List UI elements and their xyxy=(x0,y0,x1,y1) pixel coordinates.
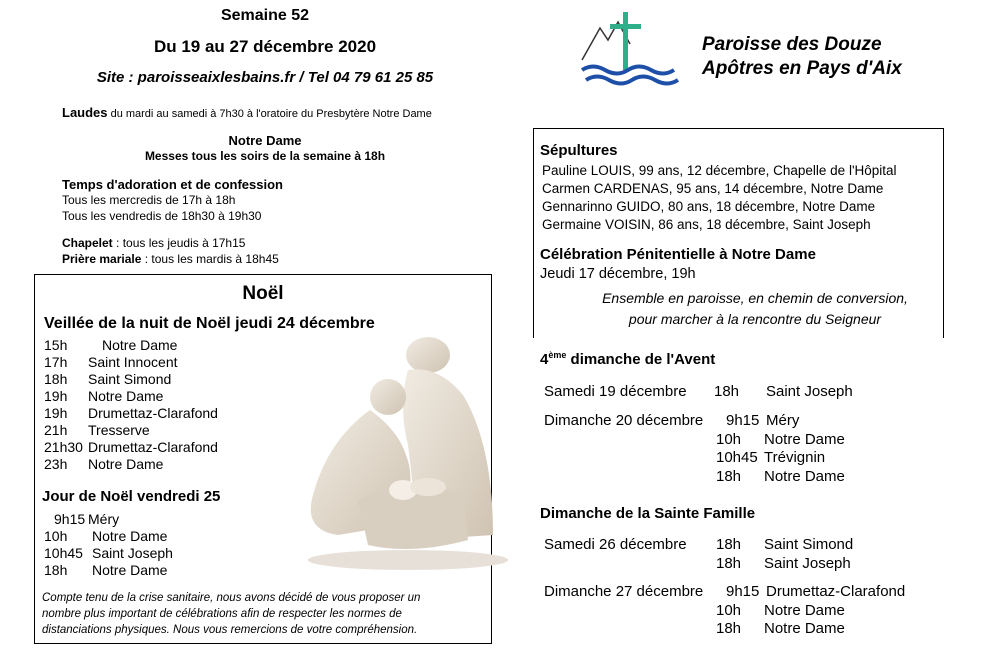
sf-dimanche-day: Dimanche 27 décembre xyxy=(544,583,704,600)
mass-time: 10h xyxy=(716,601,742,619)
schedule-row xyxy=(716,412,845,431)
schedule-row xyxy=(44,545,173,562)
mass-time: 18h xyxy=(716,620,742,637)
laudes-text: du mardi au samedi à 7h30 à l'oratoire du Presbytère Notre Dame xyxy=(107,108,432,120)
mass-time: 23h xyxy=(44,456,68,472)
note-line: Compte tenu de la crise sanitaire, nous avons décidé de vous proposer un xyxy=(42,592,421,604)
mass-time: 10h45 xyxy=(44,545,83,561)
parish-name-line2: Apôtres en Pays d'Aix xyxy=(702,58,902,79)
mass-place: Saint Joseph xyxy=(92,545,173,561)
schedule-row xyxy=(44,371,218,388)
avent-num: 4 xyxy=(540,351,549,368)
schedule-row xyxy=(44,562,173,579)
schedule-row xyxy=(44,511,173,528)
day-label: Samedi 19 décembre xyxy=(544,383,687,400)
sf-samedi-schedule xyxy=(716,536,853,573)
mass-place: Notre Dame xyxy=(92,562,168,578)
mass-time: 18h xyxy=(716,467,742,485)
penitentielle-title: Célébration Pénitentielle à Notre Dame xyxy=(540,246,816,263)
priere-info xyxy=(62,252,279,266)
cross-icon xyxy=(623,12,628,70)
chapelet-label: Chapelet xyxy=(62,236,113,250)
mass-place: Notre Dame xyxy=(764,430,845,448)
week-title: Semaine 52 xyxy=(220,7,310,24)
sepultures-list xyxy=(542,162,897,234)
schedule-row xyxy=(716,583,905,602)
schedule-row xyxy=(716,620,905,639)
mass-time: 18h xyxy=(716,554,742,572)
mass-place: Méry xyxy=(88,511,120,527)
sf-samedi-day: Samedi 26 décembre xyxy=(544,536,687,553)
mass-time: 18h xyxy=(716,536,742,553)
note-line: nombre plus important de célébrations afin de respecter les normes de xyxy=(42,608,402,620)
avent-dimanche-day: Dimanche 20 décembre xyxy=(544,412,704,429)
mass-place: Tresserve xyxy=(88,422,150,438)
mass-time: 21h xyxy=(44,422,68,438)
schedule-row xyxy=(44,388,218,405)
mass-place: Méry xyxy=(766,412,800,429)
schedule-row xyxy=(44,405,218,422)
mass-time: 21h30 xyxy=(44,439,83,455)
mass-place: Saint Simond xyxy=(88,371,172,387)
schedule-row xyxy=(44,354,218,371)
mass-place: Notre Dame xyxy=(102,337,178,353)
mass-place: Notre Dame xyxy=(764,620,845,637)
mass-place: Saint Innocent xyxy=(88,354,178,370)
sepulture-item: Pauline LOUIS, 99 ans, 12 décembre, Chapelle de l'Hôpital xyxy=(542,163,897,178)
mass-place: Notre Dame xyxy=(92,528,168,544)
schedule-row xyxy=(44,422,218,439)
mass-place: Drumettaz-Clarafond xyxy=(766,583,906,600)
schedule-row xyxy=(716,468,845,487)
schedule-row xyxy=(44,456,218,473)
sanitary-note xyxy=(42,590,420,638)
priere-label: Prière mariale xyxy=(62,252,142,266)
schedule-row xyxy=(44,528,173,545)
mass-place: Notre Dame xyxy=(88,456,164,472)
mass-time: 19h xyxy=(44,388,68,404)
parish-name-line1: Paroisse des Douze xyxy=(702,34,882,55)
mass-time: 18h xyxy=(44,371,68,387)
mass-time: 9h15 xyxy=(726,412,760,429)
schedule-row xyxy=(716,449,845,468)
parish-logo xyxy=(578,10,688,90)
adoration-line1: Tous les mercredis de 17h à 18h xyxy=(62,193,236,207)
mass-place: Saint Simond xyxy=(764,536,854,553)
schedule-row xyxy=(44,337,218,354)
mass-time: 9h15 xyxy=(54,511,86,527)
sepultures-title: Sépultures xyxy=(540,142,618,159)
sf-dimanche-schedule xyxy=(716,583,905,639)
mass-time: 19h xyxy=(44,405,68,421)
penitentielle-quote-2: pour marcher à la rencontre du Seigneur xyxy=(628,311,882,327)
avent-title-text: dimanche de l'Avent xyxy=(566,351,716,368)
noel-title: Noël xyxy=(242,283,284,304)
mass-place: Saint Joseph xyxy=(764,554,851,572)
note-line: distanciations physiques. Nous vous remercions de votre compréhension. xyxy=(42,624,418,636)
schedule-row xyxy=(44,439,218,456)
mass-place: Notre Dame xyxy=(764,467,845,485)
priere-text: : tous les mardis à 18h45 xyxy=(141,252,279,266)
mass-place: Saint Joseph xyxy=(766,383,853,400)
laudes-label: Laudes xyxy=(62,105,108,120)
veillee-schedule xyxy=(44,337,218,473)
avent-title xyxy=(540,350,715,368)
jour-noel-schedule xyxy=(44,511,173,579)
mass-time: 10h xyxy=(44,528,68,544)
mass-time: 17h xyxy=(44,354,68,370)
avent-dimanche-schedule xyxy=(716,412,845,486)
sepulture-item: Gennarinno GUIDO, 80 ans, 18 décembre, Notre Dame xyxy=(542,199,876,214)
site-contact: Site : paroisseaixlesbains.fr / Tel 04 79 61 25 85 xyxy=(96,69,434,86)
mass-time: 15h xyxy=(44,337,68,353)
notre-dame-masses: Messes tous les soirs de la semaine à 18h xyxy=(144,149,386,163)
date-range: Du 19 au 27 décembre 2020 xyxy=(153,37,377,56)
adoration-line2: Tous les vendredis de 18h30 à 19h30 xyxy=(62,209,262,223)
avent-sup: ème xyxy=(548,350,567,360)
veillee-title: Veillée de la nuit de Noël jeudi 24 décembre xyxy=(44,315,375,332)
mass-time: 10h45 xyxy=(716,449,758,466)
sepulture-item: Germaine VOISIN, 86 ans, 18 décembre, Saint Joseph xyxy=(542,217,871,232)
chapelet-text: : tous les jeudis à 17h15 xyxy=(112,236,246,250)
laudes-info xyxy=(62,105,432,120)
sainte-famille-title: Dimanche de la Sainte Famille xyxy=(540,505,756,522)
mass-time: 18h xyxy=(44,562,68,578)
schedule-row xyxy=(716,602,905,621)
adoration-title: Temps d'adoration et de confession xyxy=(62,177,283,192)
penitentielle-date: Jeudi 17 décembre, 19h xyxy=(540,266,696,282)
mass-place: Notre Dame xyxy=(88,388,164,404)
schedule-row xyxy=(716,536,853,555)
sepulture-item: Carmen CARDENAS, 95 ans, 14 décembre, Notre Dame xyxy=(542,181,884,196)
mass-time: 10h xyxy=(716,430,742,448)
mass-time: 9h15 xyxy=(726,583,760,600)
schedule-row xyxy=(716,431,845,450)
avent-samedi-row xyxy=(544,383,853,400)
penitentielle-quote-1: Ensemble en paroisse, en chemin de conversion, xyxy=(602,290,908,306)
mass-place: Drumettaz-Clarafond xyxy=(88,405,218,421)
mass-place: Notre Dame xyxy=(764,601,845,619)
notre-dame-title: Notre Dame xyxy=(228,133,302,148)
schedule-row xyxy=(716,555,853,574)
mass-place: Trévignin xyxy=(764,449,826,466)
mass-time: 18h xyxy=(714,383,740,400)
nativity-image xyxy=(288,335,538,575)
mass-place: Drumettaz-Clarafond xyxy=(88,439,218,455)
chapelet-info xyxy=(62,236,245,250)
jour-noel-title: Jour de Noël vendredi 25 xyxy=(42,488,221,505)
